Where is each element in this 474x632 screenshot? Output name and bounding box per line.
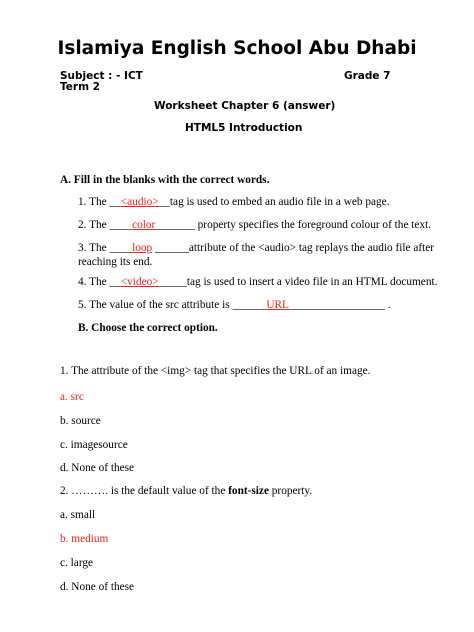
item-text: 1. The __ bbox=[78, 196, 121, 208]
item-text: _______ property specifies the foreground colour of the text. bbox=[155, 219, 432, 231]
item-text: 3. The ____ bbox=[78, 242, 133, 254]
topic-title: HTML5 Introduction bbox=[185, 122, 303, 134]
term-label: Term 2 bbox=[60, 81, 100, 93]
section-a-heading: A. Fill in the blanks with the correct words. bbox=[60, 174, 270, 186]
item-text: ______attribute of the <audio> tag replays the audio file after bbox=[152, 242, 435, 254]
question-text: 2. ………. is the default value of the bbox=[60, 485, 229, 497]
item-text: _____tag is used to insert a video file in an HTML document. bbox=[158, 276, 438, 288]
mcq-2-option-d: d. None of these bbox=[60, 581, 135, 593]
subject-label: Subject : - ICT bbox=[60, 70, 143, 82]
question-text: property. bbox=[268, 485, 313, 497]
fill-blank-item-2 bbox=[78, 218, 431, 232]
grade-label: Grade 7 bbox=[344, 70, 391, 82]
answer-text: URL bbox=[266, 299, 289, 311]
fill-blank-item-5 bbox=[78, 298, 391, 312]
section-b-heading: B. Choose the correct option. bbox=[78, 322, 218, 334]
mcq-question-1: 1. The attribute of the <img> tag that specifies the URL of an image. bbox=[60, 365, 371, 377]
answer-text: loop bbox=[132, 242, 153, 254]
fill-blank-item-1 bbox=[78, 195, 390, 209]
fill-blank-item-3-continuation: reaching its end. bbox=[78, 256, 153, 268]
item-text: 2. The ____ bbox=[78, 219, 133, 231]
mcq-1-option-b: b. source bbox=[60, 415, 101, 427]
worksheet-title: Worksheet Chapter 6 (answer) bbox=[154, 100, 336, 112]
mcq-2-option-a: a. small bbox=[60, 509, 96, 521]
item-text: __tag is used to embed an audio file in a web page. bbox=[158, 196, 390, 208]
answer-text: color bbox=[132, 219, 156, 231]
question-keyword: font-size bbox=[228, 485, 269, 497]
fill-blank-item-3 bbox=[78, 241, 434, 255]
school-title: Islamiya English School Abu Dhabi bbox=[57, 38, 417, 59]
mcq-1-option-d: d. None of these bbox=[60, 462, 135, 474]
answer-text: <audio> bbox=[120, 196, 159, 208]
item-text: 5. The value of the src attribute is ______ bbox=[78, 299, 267, 311]
fill-blank-item-4 bbox=[78, 275, 437, 289]
mcq-question-2 bbox=[60, 484, 312, 498]
mcq-2-option-b: b. medium bbox=[60, 533, 109, 545]
item-text: _________________ . bbox=[288, 299, 391, 311]
answer-text: <video> bbox=[120, 276, 159, 288]
mcq-1-option-c: c. imagesource bbox=[60, 439, 128, 451]
mcq-1-option-a: a. src bbox=[60, 391, 84, 403]
item-text: 4. The __ bbox=[78, 276, 121, 288]
mcq-2-option-c: c. large bbox=[60, 557, 94, 569]
